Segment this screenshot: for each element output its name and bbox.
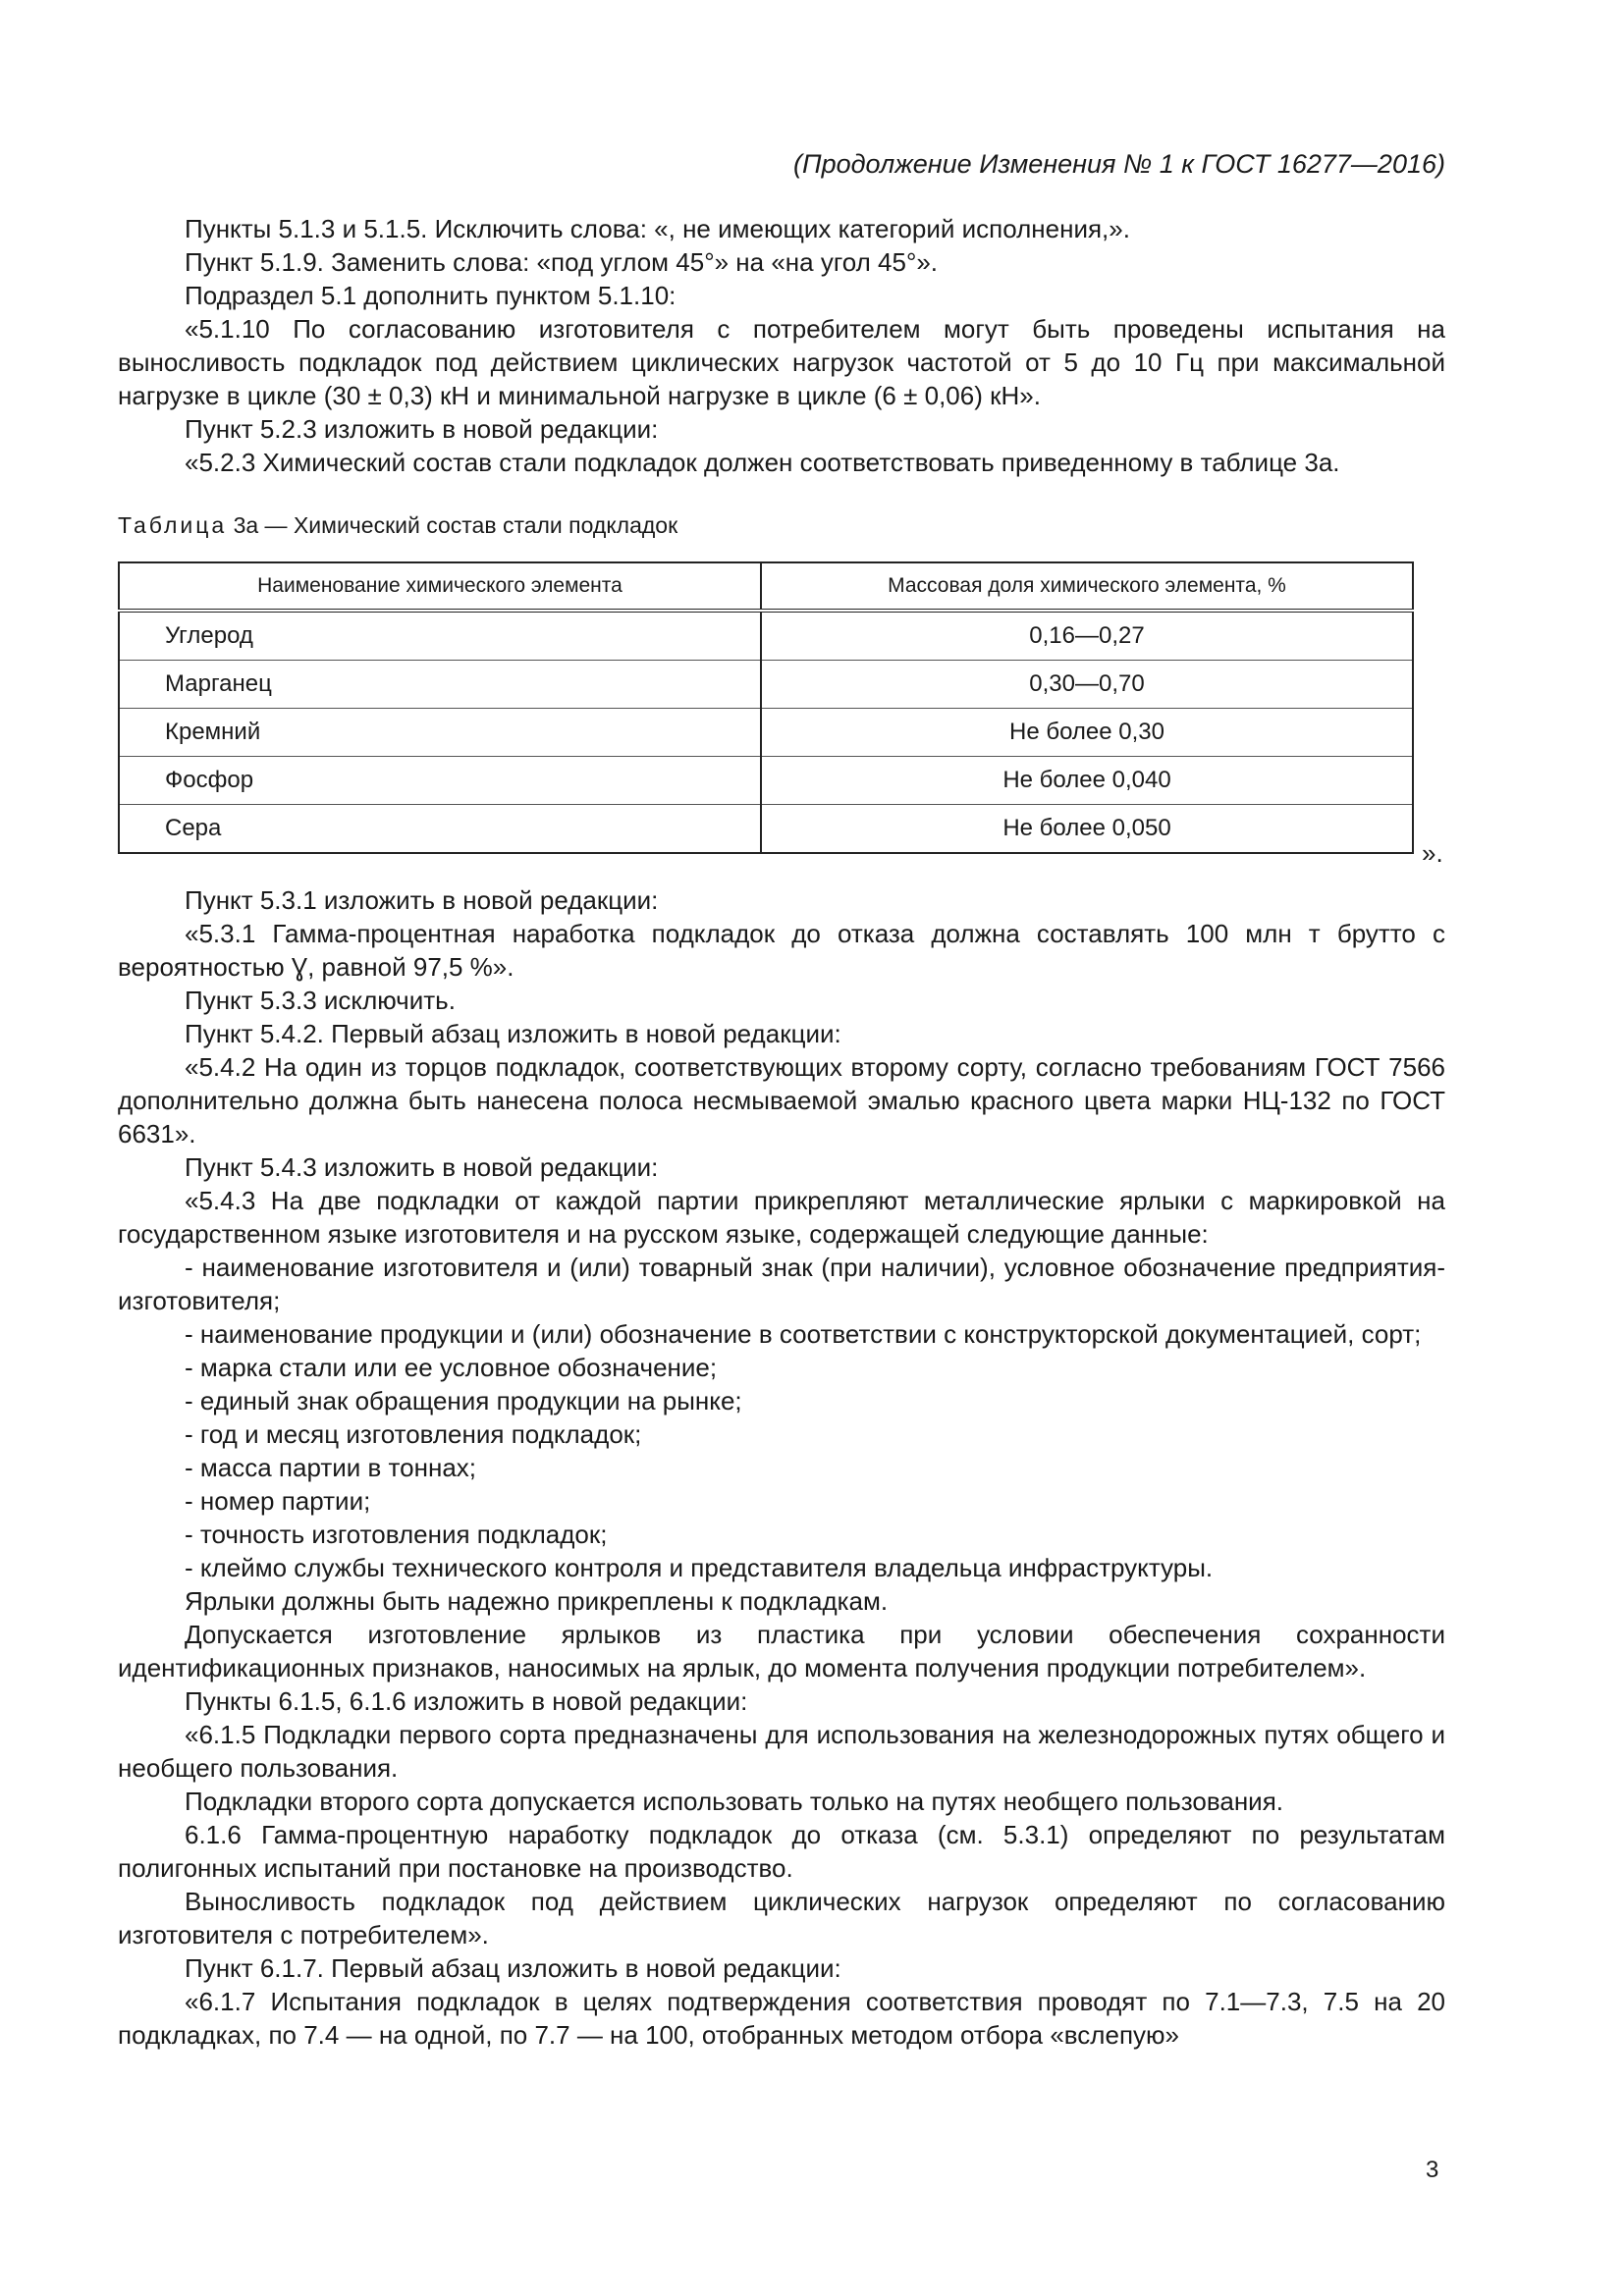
mass-fraction-cell: 0,30—0,70: [761, 661, 1413, 709]
table-caption-text: 3а — Химический состав стали подкладок: [227, 512, 678, 538]
mass-fraction-cell: Не более 0,040: [761, 757, 1413, 805]
paragraph: Допускается изготовление ярлыков из пластика при условии обеспечения сохранности идентификационных признаков, наносимых на ярлык, до момента получения продукции потребителем».: [118, 1620, 1445, 1682]
paragraph: Пункт 5.2.3 изложить в новой редакции:: [185, 414, 659, 444]
element-name-cell: Углерод: [119, 611, 761, 661]
list-item: - год и месяц изготовления подкладок;: [185, 1419, 642, 1449]
paragraph: Пункты 5.1.3 и 5.1.5. Исключить слова: «, не имеющих категорий исполнения,».: [185, 214, 1130, 243]
paragraph: Ярлыки должны быть надежно прикреплены к подкладкам.: [185, 1586, 889, 1616]
element-name-cell: Марганец: [119, 661, 761, 709]
paragraph: 6.1.6 Гамма-процентную наработку подкладок до отказа (см. 5.3.1) определяют по результатам полигонных испытаний при постановке на производство.: [118, 1820, 1445, 1883]
paragraph: Пункт 5.1.9. Заменить слова: «под углом 45°» на «на угол 45°».: [185, 247, 939, 277]
list-item: - наименование изготовителя и (или) товарный знак (при наличии), условное обозначение предприятия-изготовителя;: [118, 1253, 1445, 1315]
paragraph: Выносливость подкладок под действием циклических нагрузок определяют по согласованию изготовителя с потребителем».: [118, 1887, 1445, 1949]
table-row: [119, 611, 1413, 661]
table-row: [119, 757, 1413, 805]
list-item: - наименование продукции и (или) обозначение в соответствии с конструкторской документацией, сорт;: [185, 1319, 1422, 1349]
paragraph: «5.4.2 На один из торцов подкладок, соответствующих второму сорту, согласно требованиям ГОСТ 7566 дополнительно должна быть нанесена полоса несмываемой эмалью красного цвета марки НЦ-132 по ГОСТ 6631».: [118, 1052, 1445, 1148]
paragraph: Пункт 5.4.2. Первый абзац изложить в новой редакции:: [185, 1019, 841, 1048]
paragraph: Пункт 5.3.3 исключить.: [185, 986, 456, 1015]
list-item: - масса партии в тоннах;: [185, 1453, 477, 1482]
paragraph: «5.3.1 Гамма-процентная наработка подкладок до отказа должна составлять 100 млн т брутто с вероятностью Ɣ, равной 97,5 %».: [118, 919, 1445, 982]
list-item: - точность изготовления подкладок;: [185, 1520, 608, 1549]
table-row: [119, 661, 1413, 709]
mass-fraction-cell: Не более 0,050: [761, 805, 1413, 854]
paragraph: «5.2.3 Химический состав стали подкладок должен соответствовать приведенному в таблице 3а.: [185, 448, 1340, 477]
paragraph: «5.1.10 По согласованию изготовителя с потребителем могут быть проведены испытания на выносливость подкладок под действием циклических нагрузок частотой от 5 до 10 Гц при максимальной нагрузке в цикле (30 ± 0,3) кН и минимальной нагрузке в цикле (6 ± 0,06) кН».: [118, 314, 1445, 410]
mass-fraction-cell: Не более 0,30: [761, 709, 1413, 757]
list-item: - номер партии;: [185, 1486, 371, 1516]
paragraph: «6.1.7 Испытания подкладок в целях подтверждения соответствия проводят по 7.1—7.3, 7.5 на 20 подкладках, по 7.4 — на одной, по 7.7 — на 100, отобранных методом отбора «вслепую»: [118, 1987, 1445, 2050]
paragraph: «5.4.3 На две подкладки от каждой партии прикрепляют металлические ярлыки с маркировкой на государственном языке изготовителя и на русском языке, содержащей следующие данные:: [118, 1186, 1445, 1249]
element-name-cell: Кремний: [119, 709, 761, 757]
table-row: [119, 709, 1413, 757]
page-number: 3: [1426, 2157, 1439, 2183]
paragraph: Подраздел 5.1 дополнить пунктом 5.1.10:: [185, 281, 677, 310]
column-header-element: Наименование химического элемента: [119, 562, 761, 611]
table-caption: [118, 510, 677, 540]
paragraph: Пункт 5.3.1 изложить в новой редакции:: [185, 885, 659, 915]
element-name-cell: Сера: [119, 805, 761, 854]
text-block-main: [118, 883, 1445, 2052]
text-block-top: [118, 212, 1445, 479]
paragraph: Пункт 5.4.3 изложить в новой редакции:: [185, 1152, 659, 1182]
paragraph: Пункт 6.1.7. Первый абзац изложить в новой редакции:: [185, 1953, 841, 1983]
table-caption-word: Таблица: [118, 512, 228, 538]
chemical-composition-table: [118, 561, 1414, 854]
mass-fraction-cell: 0,16—0,27: [761, 611, 1413, 661]
table-row: [119, 805, 1413, 854]
column-header-mass-fraction: Массовая доля химического элемента, %: [761, 562, 1413, 611]
table-header-row: [119, 562, 1413, 611]
element-name-cell: Фосфор: [119, 757, 761, 805]
paragraph: «6.1.5 Подкладки первого сорта предназначены для использования на железнодорожных путях общего и необщего пользования.: [118, 1720, 1445, 1783]
list-item: - единый знак обращения продукции на рынке;: [185, 1386, 742, 1415]
table-closing-quote: ».: [1422, 838, 1443, 868]
list-item: - марка стали или ее условное обозначение;: [185, 1353, 718, 1382]
paragraph: Подкладки второго сорта допускается использовать только на путях необщего пользования.: [185, 1787, 1284, 1816]
list-item: - клеймо службы технического контроля и представителя владельца инфраструктуры.: [185, 1553, 1214, 1582]
paragraph: Пункты 6.1.5, 6.1.6 изложить в новой редакции:: [185, 1686, 748, 1716]
page-header: (Продолжение Изменения № 1 к ГОСТ 16277—2016): [793, 149, 1445, 179]
